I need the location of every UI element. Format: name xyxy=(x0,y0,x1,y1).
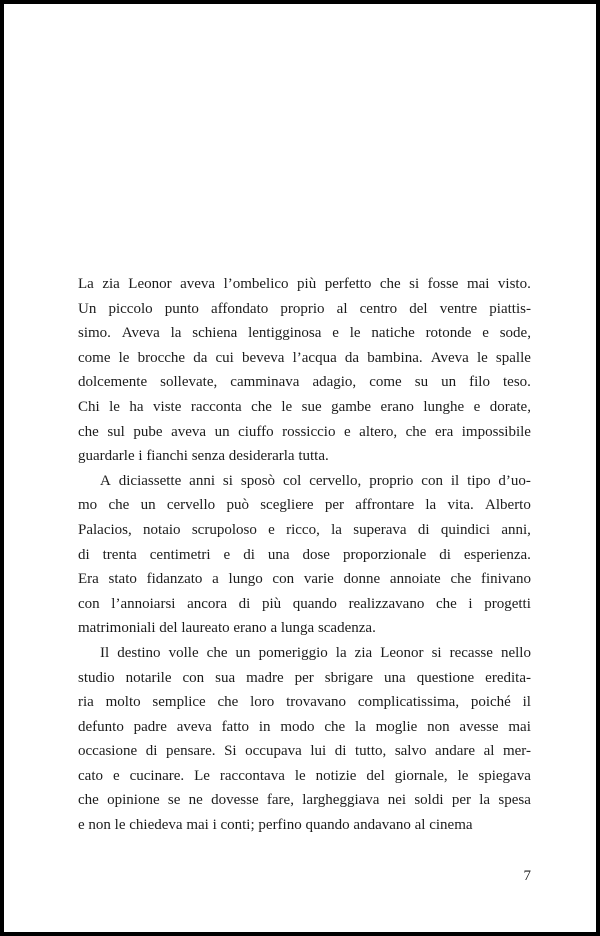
text-line: e non le chiedeva mai i conti; perfino quando andavano al cinema xyxy=(78,817,473,834)
text-line: cato e cucinare. Le raccontava le notizie del giornale, le spiegava xyxy=(78,767,531,784)
paragraph xyxy=(78,469,531,641)
page-number: 7 xyxy=(523,868,531,884)
text-line: dolcemente sollevate, camminava adagio, come su un filo teso. xyxy=(78,374,531,391)
text-line: con l’annoiarsi ancora di più quando realizzavano che i progetti xyxy=(78,595,531,612)
page-text xyxy=(78,272,531,838)
text-line: studio notarile con sua madre per sbrigare una questione eredita- xyxy=(78,669,531,686)
text-line: guardarle i fianchi senza desiderarla tutta. xyxy=(78,448,329,465)
text-line: che sul pube aveva un ciuffo rossiccio e altero, che era impossibile xyxy=(78,423,531,440)
text-line: di trenta centimetri e di una dose proporzionale di esperienza. xyxy=(78,546,531,563)
text-line: La zia Leonor aveva l’ombelico più perfetto che si fosse mai visto. xyxy=(78,276,531,292)
paragraph xyxy=(78,272,531,469)
text-line: Un piccolo punto affondato proprio al centro del ventre piattis- xyxy=(78,300,531,317)
text-line: Chi le ha viste racconta che le sue gambe erano lunghe e dorate, xyxy=(78,398,531,415)
text-line: simo. Aveva la schiena lentigginosa e le natiche rotonde e sode, xyxy=(78,325,531,342)
text-line: come le brocche da cui beveva l’acqua da bambina. Aveva le spalle xyxy=(78,349,531,366)
text-line: Palacios, notaio scrupoloso e ricco, la superava di quindici anni, xyxy=(78,521,531,538)
text-line: Era stato fidanzato a lungo con varie donne annoiate che finivano xyxy=(78,571,531,588)
text-line: mo che un cervello può scegliere per affrontare la vita. Alberto xyxy=(78,497,531,514)
text-line: matrimoniali del laureato erano a lunga scadenza. xyxy=(78,620,376,637)
text-line: A diciassette anni si sposò col cervello, proprio con il tipo d’uo- xyxy=(100,472,531,489)
text-line: Il destino volle che un pomeriggio la zia Leonor si recasse nello xyxy=(100,644,531,661)
paragraph xyxy=(78,641,531,838)
text-line: che opinione se ne dovesse fare, largheggiava nei soldi per la spesa xyxy=(78,792,531,809)
text-line: defunto padre aveva fatto in modo che la moglie non avesse mai xyxy=(78,718,531,735)
text-line: ria molto semplice che loro trovavano complicatissima, poiché il xyxy=(78,694,531,711)
text-line: occasione di pensare. Si occupava lui di tutto, salvo andare al mer- xyxy=(78,743,531,760)
